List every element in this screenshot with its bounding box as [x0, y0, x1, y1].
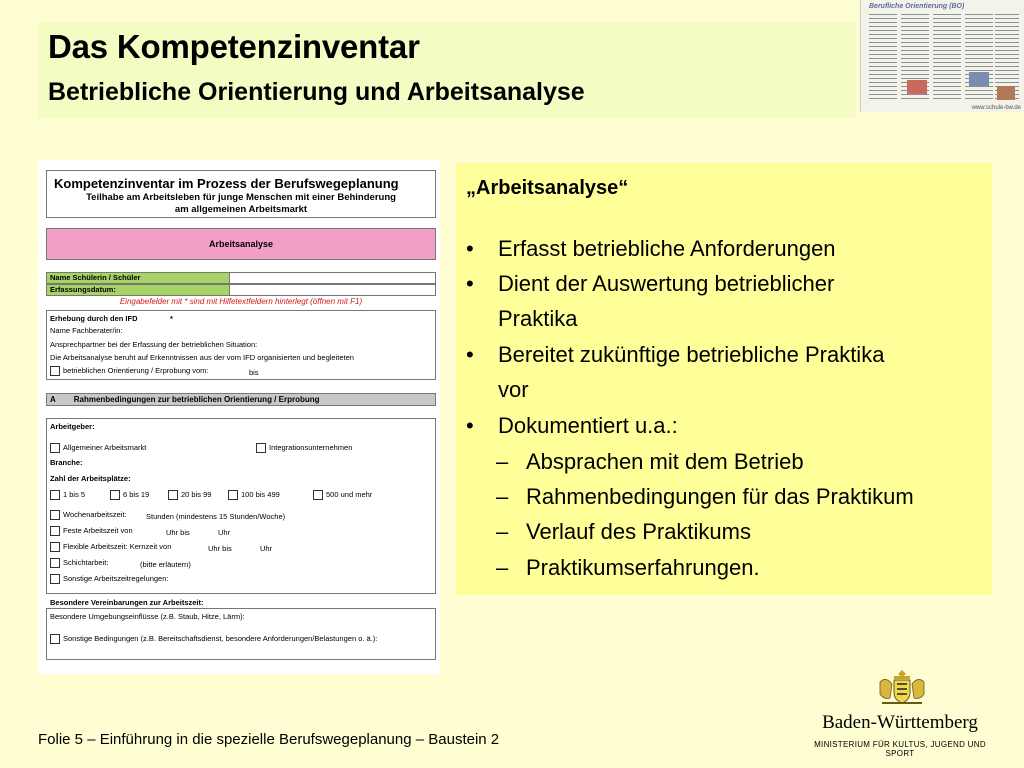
form-ifd-star: *	[170, 314, 173, 323]
form-branche: Branche:	[50, 458, 83, 467]
poster-photo	[907, 80, 927, 94]
coat-of-arms-icon	[872, 668, 932, 706]
form-integration: Integrationsunternehmen	[269, 443, 353, 452]
form-fachberater: Name Fachberater/in:	[50, 326, 123, 335]
poster-thumbnail	[860, 0, 1024, 112]
checkbox-icon	[256, 443, 266, 453]
form-feste-uhrbis: Uhr bis	[166, 528, 190, 537]
form-size-label: 6 bis 19	[123, 490, 150, 499]
checkbox-icon	[50, 526, 60, 536]
form-flexible-uhrbis: Uhr bis	[208, 544, 232, 553]
dash-marker: –	[496, 484, 509, 509]
slide-footer: Folie 5 – Einführung in die spezielle Berufswegeplanung – Baustein 2	[38, 731, 500, 748]
form-section-arbeitsanalyse: Arbeitsanalyse	[46, 228, 436, 260]
checkbox-icon	[50, 558, 60, 568]
form-allg-markt: Allgemeiner Arbeitsmarkt	[63, 443, 147, 452]
form-size-option	[110, 490, 149, 500]
poster-photo	[969, 72, 989, 86]
form-orientierung-row	[50, 366, 209, 376]
sub-item-text: Absprachen mit dem Betrieb	[526, 449, 804, 474]
bullet-marker: •	[466, 236, 474, 261]
bullet-text: Erfasst betriebliche Anforderungen	[498, 236, 836, 261]
form-name-field	[229, 273, 435, 283]
bullet-item	[466, 408, 678, 444]
form-feste-row	[50, 526, 133, 536]
form-size-option	[50, 490, 85, 500]
form-size-option	[168, 490, 211, 500]
form-subheading-1: Teilhabe am Arbeitsleben für junge Menschen mit einer Behinderung	[86, 192, 396, 203]
sub-item	[496, 550, 760, 586]
form-beruht: Die Arbeitsanalyse beruht auf Erkenntnissen aus der vom IFD organisierten und begleiteten	[50, 353, 354, 362]
checkbox-icon	[50, 366, 60, 376]
form-size-label: 1 bis 5	[63, 490, 86, 499]
checkbox-icon	[168, 490, 178, 500]
bullet-text: Dokumentiert u.a.:	[498, 413, 678, 438]
bullet-continuation: vor	[498, 377, 529, 402]
poster-column	[869, 14, 897, 102]
bullet-item	[466, 266, 834, 302]
logo-name: Baden-Württemberg	[822, 712, 978, 733]
sub-item-text: Praktikumserfahrungen.	[526, 555, 760, 580]
form-besondere-vb: Besondere Vereinbarungen zur Arbeitszeit:	[50, 598, 204, 607]
sub-item-text: Verlauf des Praktikums	[526, 519, 751, 544]
form-anzahl: Zahl der Arbeitsplätze:	[50, 474, 131, 483]
form-size-label: 20 bis 99	[181, 490, 212, 499]
form-date-row	[46, 284, 436, 296]
checkbox-icon	[50, 574, 60, 584]
dash-marker: –	[496, 449, 509, 474]
checkbox-icon	[228, 490, 238, 500]
form-sonstige-bed: Sonstige Bedingungen (z.B. Bereitschaftsdienst, besondere Anforderungen/Belastungen o. ä.):	[63, 634, 378, 643]
form-size-option	[313, 490, 372, 500]
form-hint: Eingabefelder mit * sind mit Hilfetextfeldern hinterlegt (öffnen mit F1)	[119, 297, 363, 306]
form-section-a	[46, 393, 436, 406]
form-wochen-row	[50, 510, 127, 520]
form-sonstige-az: Sonstige Arbeitszeitregelungen:	[63, 574, 169, 583]
form-flexible-uhr: Uhr	[260, 544, 273, 553]
bullet-item	[466, 231, 836, 267]
checkbox-icon	[50, 490, 60, 500]
form-allg-markt-row	[50, 443, 146, 453]
form-orientierung: betrieblichen Orientierung / Erprobung vom:	[63, 366, 209, 375]
bullet-text: Dient der Auswertung betrieblicher	[498, 271, 835, 296]
poster-title: Berufliche Orientierung (BO)	[869, 3, 965, 10]
poster-url: www.schule-bw.de	[971, 105, 1021, 111]
checkbox-icon	[110, 490, 120, 500]
sub-item	[496, 479, 914, 515]
form-feste-uhr: Uhr	[218, 528, 231, 537]
form-ansprechpartner: Ansprechpartner bei der Erfassung der betrieblichen Situation:	[50, 340, 258, 349]
form-date-field	[229, 285, 435, 295]
checkbox-icon	[50, 634, 60, 644]
form-schicht-val: (bitte erläutern)	[140, 560, 191, 569]
form-wochen: Wochenarbeitszeit:	[63, 510, 127, 519]
slide-subtitle: Betriebliche Orientierung und Arbeitsanalyse	[48, 78, 585, 106]
form-wochen-val: Stunden (mindestens 15 Stunden/Woche)	[146, 512, 286, 521]
checkbox-icon	[50, 443, 60, 453]
content-heading: „Arbeitsanalyse“	[466, 177, 629, 199]
form-flexible-row	[50, 542, 171, 552]
form-flexible: Flexible Arbeitszeit: Kernzeit von	[63, 542, 172, 551]
form-sonstige-bed-row	[50, 634, 377, 644]
bullet-item	[466, 337, 884, 373]
bullet-marker: •	[466, 413, 474, 438]
bullet-text: Bereitet zukünftige betriebliche Praktika	[498, 342, 885, 367]
logo-ministry: MINISTERIUM FÜR KULTUS, JUGEND UND SPORT	[814, 740, 986, 758]
poster-column	[933, 14, 961, 102]
form-ifd-label: Erhebung durch den IFD	[50, 314, 138, 323]
dash-marker: –	[496, 519, 509, 544]
form-sonstige-az-row	[50, 574, 169, 584]
form-section-a-title: Rahmenbedingungen zur betrieblichen Orientierung / Erprobung	[73, 395, 320, 404]
form-arbeitgeber: Arbeitgeber:	[50, 422, 95, 431]
form-feste: Feste Arbeitszeit von	[63, 526, 133, 535]
slide-title: Das Kompetenzinventar	[48, 28, 420, 65]
form-thumbnail	[38, 160, 440, 674]
form-size-option	[228, 490, 280, 500]
checkbox-icon	[50, 510, 60, 520]
sub-item	[496, 514, 751, 550]
sub-item	[496, 444, 804, 480]
form-date-label: Erfassungsdatum:	[47, 285, 229, 295]
bullet-marker: •	[466, 271, 474, 296]
form-schicht-row	[50, 558, 108, 568]
form-orientierung-bis: bis	[249, 368, 259, 377]
form-name-row	[46, 272, 436, 284]
form-size-label: 100 bis 499	[241, 490, 280, 499]
form-section-a-letter: A	[50, 395, 56, 404]
form-heading: Kompetenzinventar im Prozess der Berufswegeplanung	[54, 176, 399, 191]
bullet-continuation: Praktika	[498, 306, 578, 331]
form-size-label: 500 und mehr	[326, 490, 373, 499]
form-umgebung: Besondere Umgebungseinflüsse (z.B. Staub, Hitze, Lärm):	[50, 612, 245, 621]
dash-marker: –	[496, 555, 509, 580]
poster-column	[965, 14, 993, 102]
bw-logo	[810, 668, 990, 758]
form-integration-row	[256, 443, 352, 453]
checkbox-icon	[313, 490, 323, 500]
form-schicht: Schichtarbeit:	[63, 558, 109, 567]
bullet-marker: •	[466, 342, 474, 367]
poster-photo	[997, 86, 1015, 100]
form-name-label: Name Schülerin / Schüler	[47, 273, 229, 283]
checkbox-icon	[50, 542, 60, 552]
sub-item-text: Rahmenbedingungen für das Praktikum	[526, 484, 914, 509]
content-box	[456, 163, 992, 595]
form-subheading-2: am allgemeinen Arbeitsmarkt	[174, 204, 308, 215]
